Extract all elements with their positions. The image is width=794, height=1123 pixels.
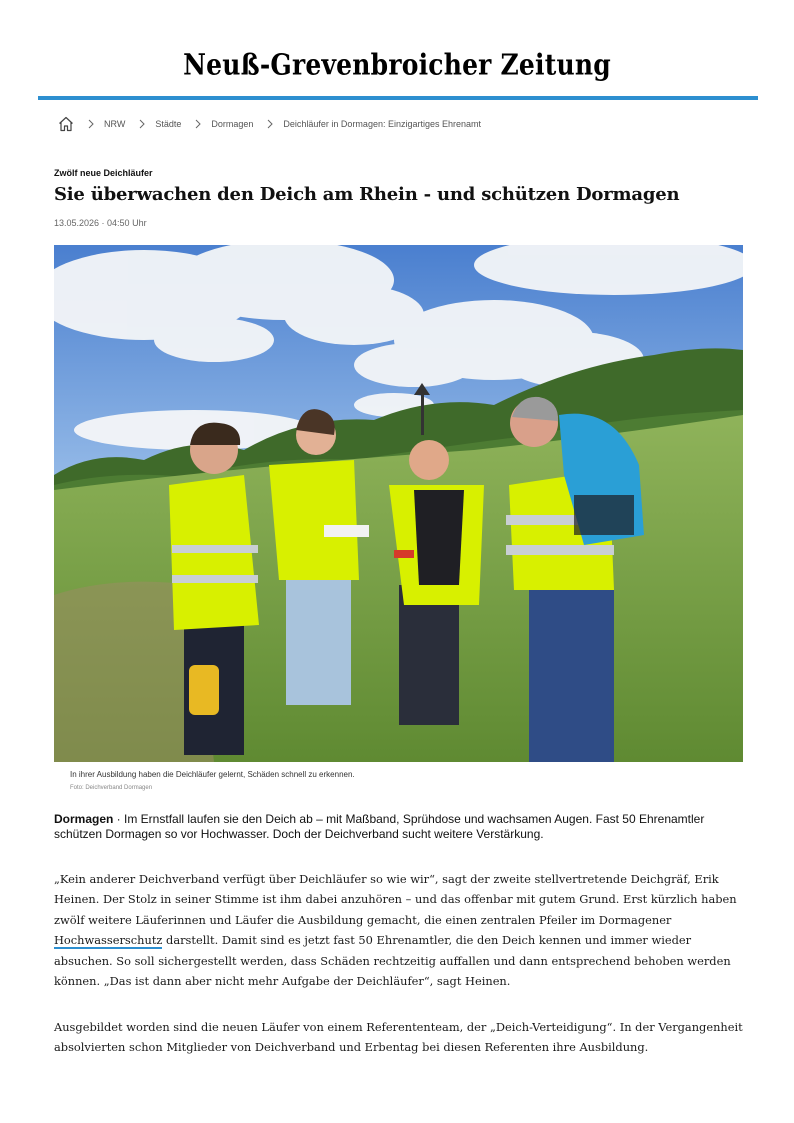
lead-separator: · xyxy=(113,812,125,826)
masthead-accent-bar xyxy=(38,96,758,100)
lead-location: Dormagen xyxy=(54,812,114,826)
home-icon[interactable] xyxy=(56,114,76,134)
photo-credit: Foto: Deichverband Dormagen xyxy=(70,785,153,791)
chevron-right-icon xyxy=(263,117,277,131)
photo-caption: In ihrer Ausbildung haben die Deichläufer gelernt, Schäden schnell zu erkennen. xyxy=(70,770,355,779)
paragraph-text: „Kein anderer Deichverband verfügt über Deichläufer so wie wir“, sagt der zweite stellvertretende Deichgräf, Erik Heinen. Der Stolz in seiner Stimme ist ihm dabei anzuhören – und das offenbar mit gutem Grund. Erst kürzlich haben zwölf weitere Läuferinnen und Läufer die Ausbildung gemacht, die einen zentralen Pfeiler im Dormagener xyxy=(54,872,737,927)
paragraph-text: darstellt. Damit sind es jetzt fast 50 Ehrenamtler, die den Deich kennen und immer wieder absuchen. So soll sichergestellt werden, dass Schäden rechtzeitig auffallen und dann entsprechend behoben werden können. „Das ist dann aber nicht mehr Aufgabe der Deichläufer“, sagt Heinen. xyxy=(54,933,731,989)
hochwasserschutz-link[interactable]: Hochwasserschutz xyxy=(54,933,163,948)
chevron-right-icon xyxy=(84,117,98,131)
breadcrumb-item-dormagen[interactable]: Dormagen xyxy=(211,119,254,129)
article-paragraph: Ausgebildet worden sind die neuen Läufer von einem Referententeam, der „Deich-Verteidigung“. In der Vergangenheit absolvierten schon Mitglieder von Deichverband und Erbentag bei diesen Referenten ihre Ausbildung. xyxy=(54,1020,743,1055)
article-headline: Sie überwachen den Deich am Rhein - und schützen Dormagen xyxy=(54,184,680,205)
article-date: 13.05.2026 · 04:50 Uhr xyxy=(54,218,147,228)
lead-text: Im Ernstfall laufen sie den Deich ab – mit Maßband, Sprühdose und wachsamen Augen. Fast 50 Ehrenamtler schützen Dormagen so vor Hochwasser. Doch der Deichverband sucht weitere Verstärkung. xyxy=(54,812,705,841)
photo-illustration xyxy=(54,245,743,762)
breadcrumb-item-nrw[interactable]: NRW xyxy=(104,119,126,129)
chevron-right-icon xyxy=(191,117,205,131)
article-paragraph xyxy=(54,869,744,991)
article-photo[interactable] xyxy=(54,245,743,762)
article-lead xyxy=(54,812,744,842)
site-logo-link[interactable] xyxy=(0,47,794,82)
breadcrumb-item-staedte[interactable]: Städte xyxy=(155,119,182,129)
breadcrumb-item-current: Deichläufer in Dormagen: Einzigartiges Ehrenamt xyxy=(283,119,482,129)
article-kicker: Zwölf neue Deichläufer xyxy=(54,168,153,178)
chevron-right-icon xyxy=(135,117,149,131)
site-logo: Neuß-Grevenbroicher Zeitung xyxy=(183,47,611,82)
breadcrumb xyxy=(56,114,491,134)
